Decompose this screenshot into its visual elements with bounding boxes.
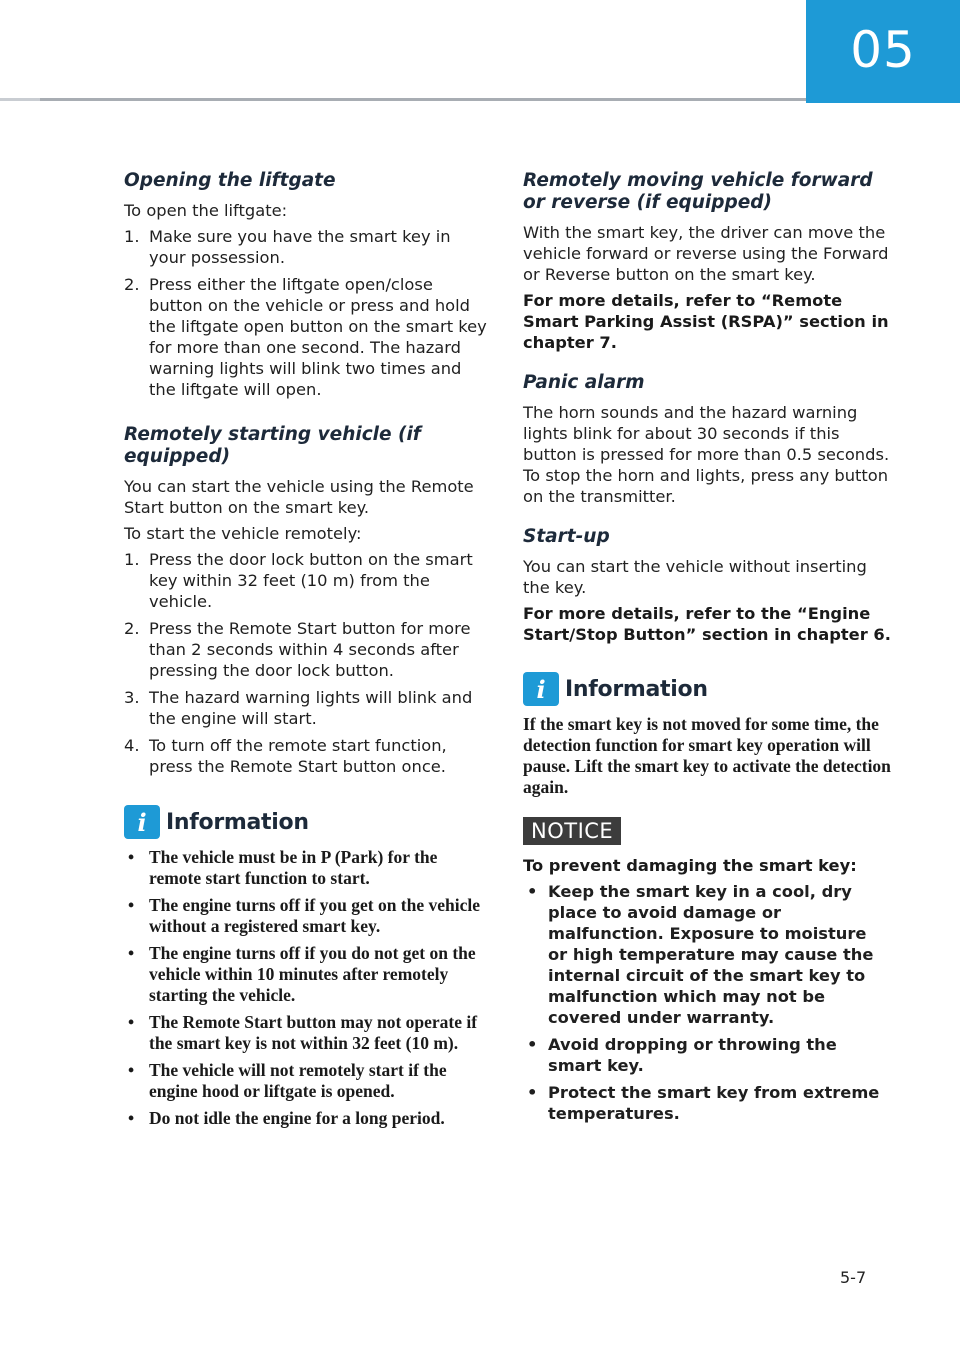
left-column [124,170,490,1135]
panic-alarm-paragraph: The horn sounds and the hazard warning lights blink for about 30 seconds if this button is pressed for more than 0.5 seconds. To stop the horn and lights, press any button on the transmitter. [523,403,890,506]
list-item: • The vehicle must be in P (Park) for the remote start function to start. [128,847,438,888]
list-item: 3. The hazard warning lights will blink and the engine will start. [124,688,473,728]
list-item: • The engine turns off if you do not get on the vehicle within 10 minutes after remotely starting the vehicle. [128,943,476,1005]
section-heading-remote-start: Remotely starting vehicle (if equipped) [124,424,421,467]
remote-start-intro: To start the vehicle remotely: [124,524,362,543]
start-up-paragraph: You can start the vehicle without inserting the key. [523,557,867,597]
remote-start-paragraph: You can start the vehicle using the Remote Start button on the smart key. [124,477,474,517]
info-box-header [124,805,490,839]
info-icon: i [124,805,160,839]
notice-list [523,881,891,1124]
header-rule [0,98,806,101]
list-item: 2. Press either the liftgate open/close button on the vehicle or press and hold the liftgate open button on the smart key for more than one second. The hazard warning lights will blink two times and the liftgate will open. [124,275,487,399]
section-heading-remote-move: Remotely moving vehicle forward or reverse (if equipped) [523,170,873,213]
notice-intro: To prevent damaging the smart key: [523,856,857,875]
info-box-header [523,672,891,706]
list-item: • Avoid dropping or throwing the smart key. [527,1035,837,1075]
list-item: 1. Press the door lock button on the smart key within 32 feet (10 m) from the vehicle. [124,550,473,611]
chapter-number: 05 [850,20,916,79]
info-title: Information [565,676,708,702]
chapter-tab [806,0,960,103]
list-item: 4. To turn off the remote start function, press the Remote Start button once. [124,736,447,776]
info-icon: i [523,672,559,706]
liftgate-steps [124,226,490,400]
list-item: • The engine turns off if you get on the vehicle without a registered smart key. [128,895,481,936]
remote-start-info-list [124,847,490,1129]
right-column [523,170,891,1130]
notice-badge: NOTICE [523,817,621,845]
liftgate-intro: To open the liftgate: [124,201,288,220]
list-item: • The vehicle will not remotely start if the engine hood or liftgate is opened. [128,1060,447,1101]
list-item: 2. Press the Remote Start button for more than 2 seconds within 4 seconds after pressing the door lock button. [124,619,471,680]
list-item: 1. Make sure you have the smart key in your possession. [124,227,451,267]
section-heading-panic-alarm: Panic alarm [523,372,645,393]
remote-start-steps [124,549,490,777]
page-number: 5-7 [840,1268,867,1287]
smart-key-info-text: If the smart key is not moved for some time, the detection function for smart key operation will pause. Lift the smart key to activate the detection again. [523,714,891,797]
list-item: • Keep the smart key in a cool, dry place to avoid damage or malfunction. Exposure to moisture or high temperature may cause the internal circuit of the smart key to malfunction which may not be covered under warranty. [527,882,874,1027]
list-item: • Protect the smart key from extreme temperatures. [527,1083,880,1123]
start-up-reference: For more details, refer to the “Engine Start/Stop Button” section in chapter 6. [523,604,891,644]
remote-move-paragraph: With the smart key, the driver can move the vehicle forward or reverse using the Forward or Reverse button on the smart key. [523,223,889,284]
list-item: • The Remote Start button may not operate if the smart key is not within 32 feet (10 m). [128,1012,478,1053]
header-rule-accent [0,98,40,101]
remote-move-reference: For more details, refer to “Remote Smart Parking Assist (RSPA)” section in chapter 7. [523,291,889,352]
list-item: • Do not idle the engine for a long period. [128,1108,445,1128]
info-title: Information [166,809,309,835]
section-heading-start-up: Start-up [523,526,610,547]
section-heading-opening-liftgate: Opening the liftgate [124,170,336,191]
